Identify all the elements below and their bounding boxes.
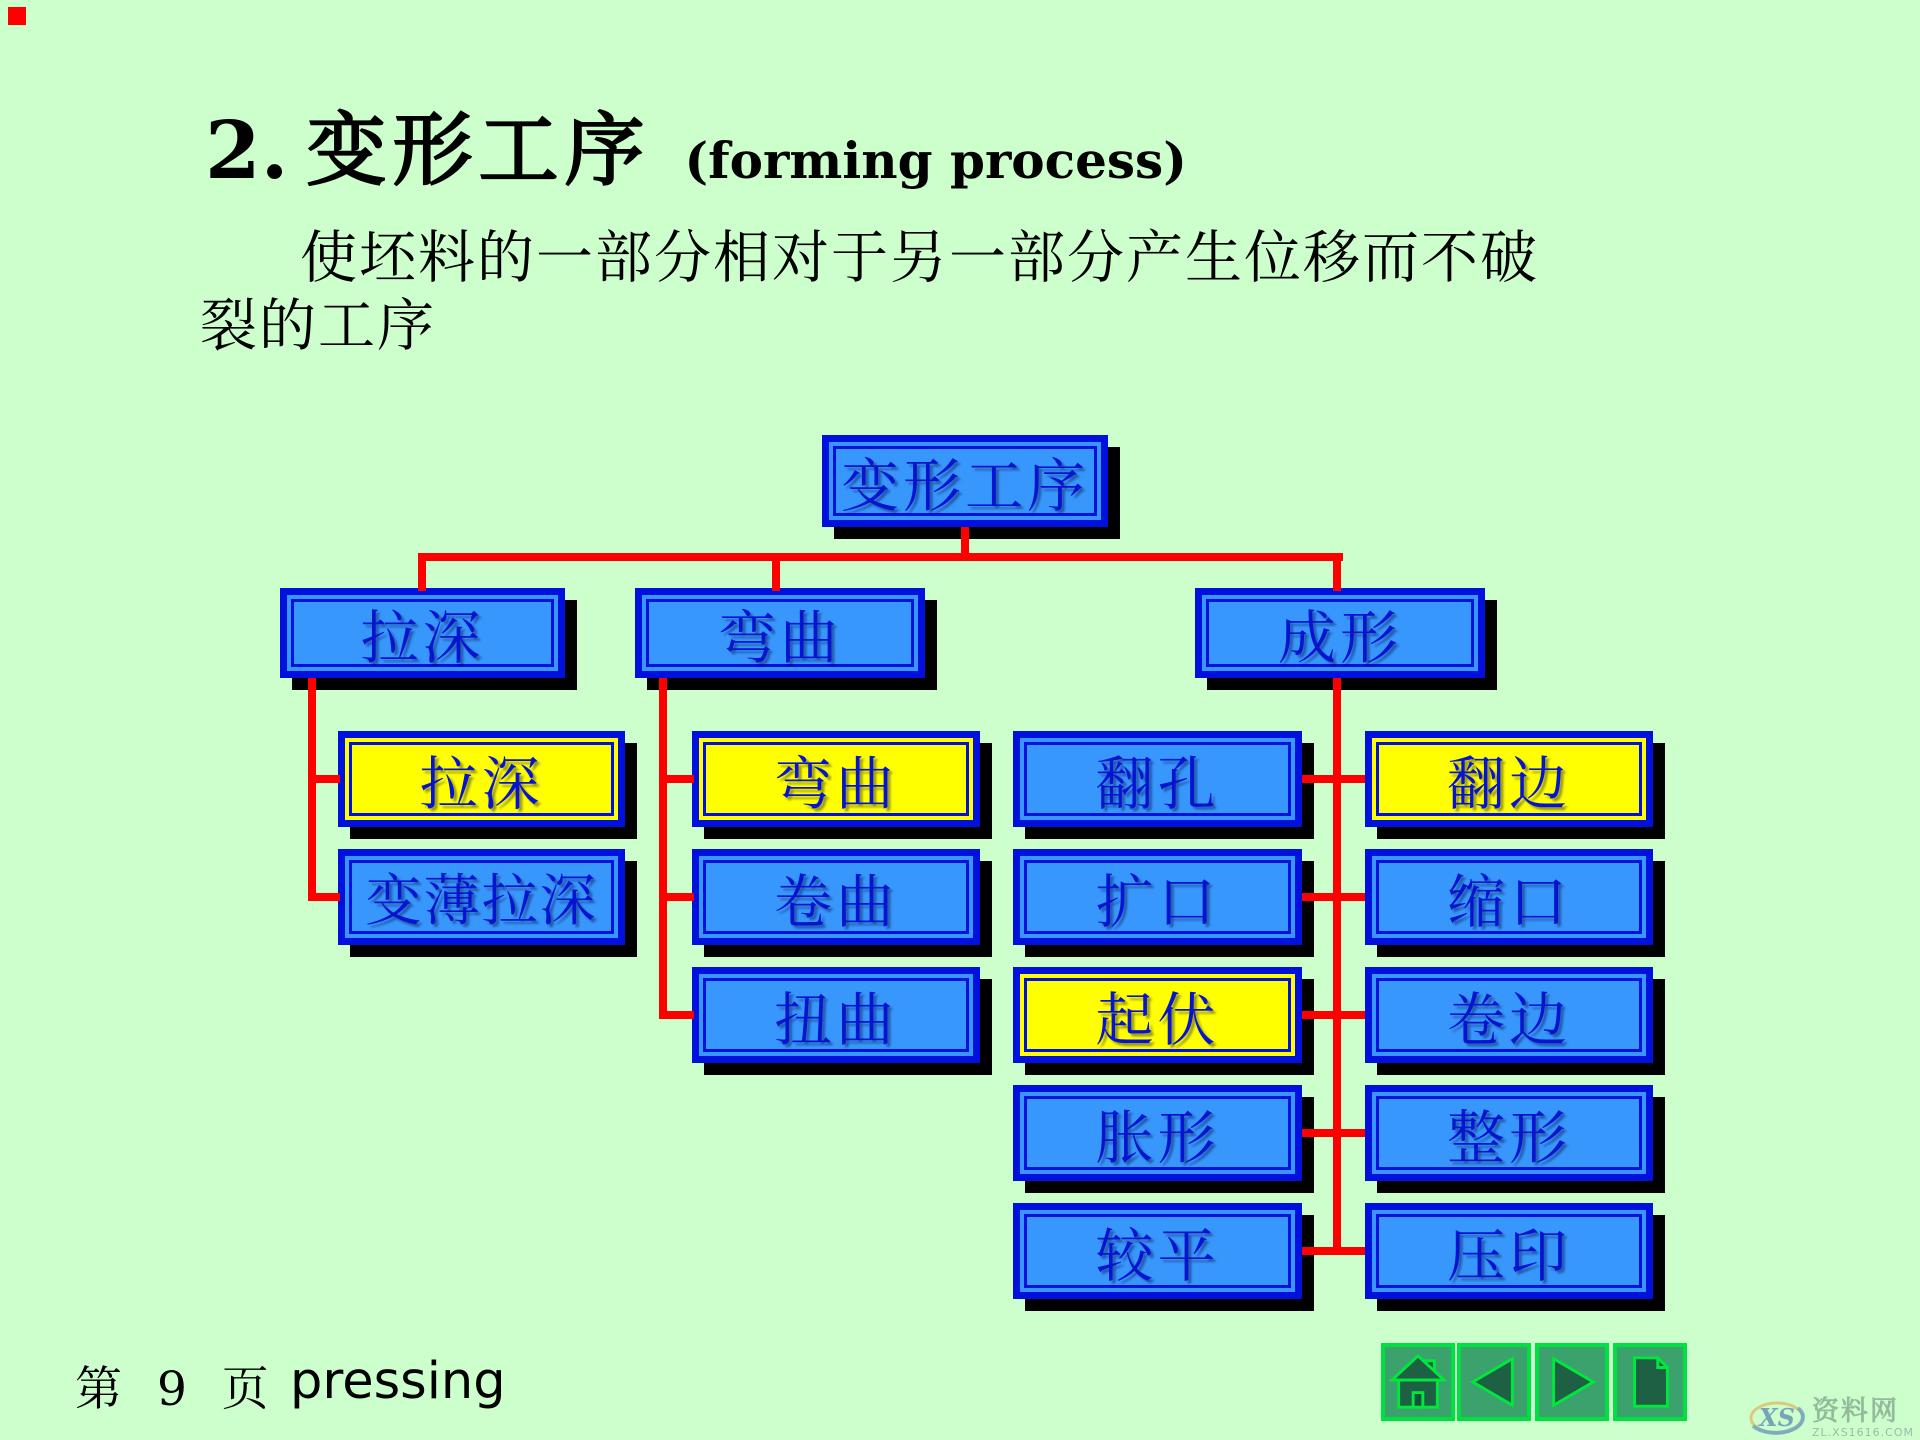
watermark-logo-icon [1748,1398,1806,1438]
node-leaf: 胀形 [1013,1085,1302,1181]
connector-line [659,893,694,901]
title-text: 变形工序 [306,104,651,197]
description-line-2: 裂的工序 [200,293,436,359]
watermark [1748,1398,1914,1438]
forward-button[interactable] [1535,1343,1609,1421]
node-leaf: 压印 [1365,1203,1653,1299]
home-icon [1389,1352,1447,1412]
node-leaf: 拉深 [338,731,625,827]
back-button[interactable] [1457,1343,1531,1421]
description-line-1: 使坯料的一部分相对于另一部分产生位移而不破 [300,225,1539,291]
node-leaf: 弯曲 [692,731,980,827]
connector-line [1302,1011,1365,1019]
node-leaf: 卷边 [1365,967,1653,1063]
connector-line [1302,1129,1365,1137]
connector-line [308,678,316,901]
connector-line [659,1011,694,1019]
back-icon [1465,1352,1523,1412]
node-leaf: 整形 [1365,1085,1653,1181]
home-button[interactable] [1381,1343,1455,1421]
watermark-initials: XS [1759,1403,1795,1432]
page-title [205,86,1187,201]
footer-caption: pressing [290,1352,506,1411]
node-leaf: 较平 [1013,1203,1302,1299]
document-button[interactable] [1613,1343,1687,1421]
node-leaf: 扭曲 [692,967,980,1063]
connector-line [418,553,426,591]
connector-line [772,553,780,591]
node-leaf: 缩口 [1365,849,1653,945]
node-branch-forming: 成形 [1195,588,1485,678]
node-leaf: 扩口 [1013,849,1302,945]
watermark-name: 资料网 [1812,1396,1899,1427]
document-icon [1621,1352,1679,1412]
node-leaf: 变薄拉深 [338,849,625,945]
node-branch-drawing: 拉深 [280,588,565,678]
connector-line [1302,893,1365,901]
node-leaf: 翻边 [1365,731,1653,827]
connector-line [308,775,340,783]
node-root: 变形工序 [822,435,1108,527]
corner-marker [8,7,26,25]
connector-line [308,893,340,901]
connector-line [659,678,667,1019]
forward-icon [1543,1352,1601,1412]
title-subtitle: (forming process) [684,131,1187,190]
node-leaf: 翻孔 [1013,731,1302,827]
node-leaf: 卷曲 [692,849,980,945]
connector-line [659,775,694,783]
node-leaf: 起伏 [1013,967,1302,1063]
connector-line [1302,775,1365,783]
watermark-url: ZL.XS1616.COM [1812,1426,1914,1439]
title-number: 2. [205,103,289,197]
node-branch-bending: 弯曲 [635,588,925,678]
page-number: 第 9 页 [75,1362,279,1417]
connector-line [1302,1247,1365,1255]
connector-line [418,553,1343,561]
connector-line [1333,678,1341,1255]
connector-line [1333,553,1341,591]
